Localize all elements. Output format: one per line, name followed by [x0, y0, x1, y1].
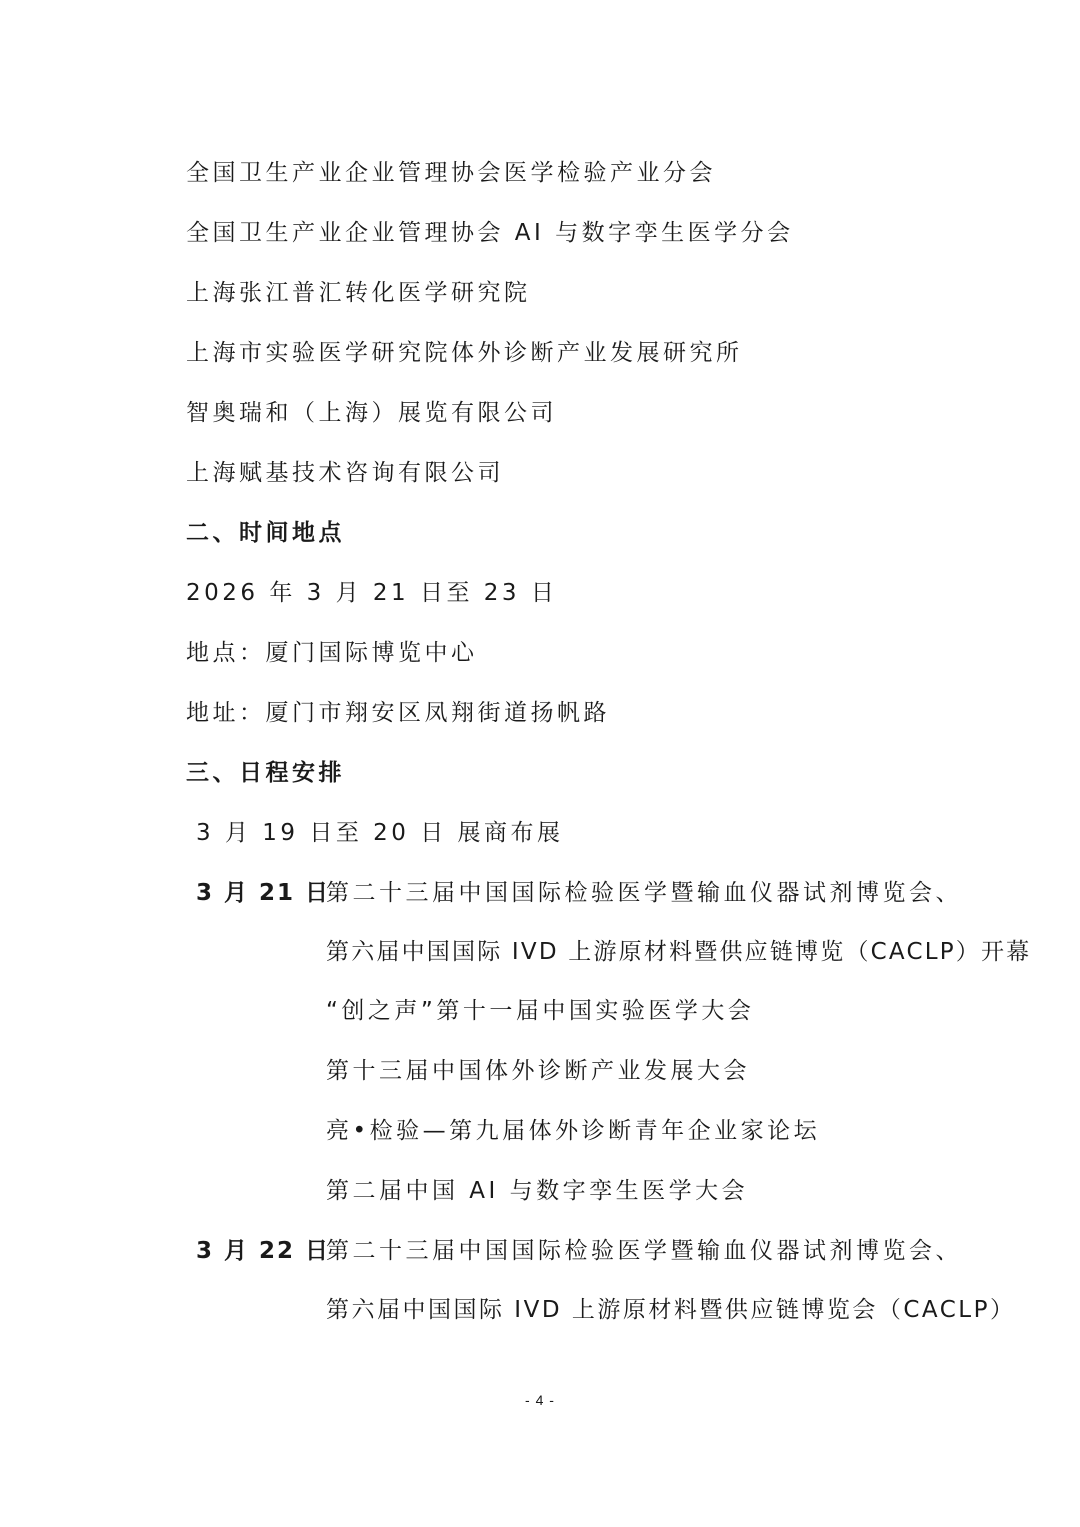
schedule-event-day1-4: 第十三届中国体外诊断产业发展大会	[326, 1058, 750, 1084]
page-number: - 4 -	[525, 1392, 555, 1408]
section-heading-schedule: 三、日程安排	[186, 760, 345, 786]
organizer-line-4: 上海市实验医学研究院体外诊断产业发展研究所	[186, 340, 743, 366]
address-line: 地址：厦门市翔安区凤翔街道扬帆路	[186, 700, 610, 726]
schedule-event-day1-3: “创之声”第十一届中国实验医学大会	[326, 998, 755, 1024]
event-date-range: 2026 年 3 月 21 日至 23 日	[186, 580, 558, 606]
section-heading-time-location: 二、时间地点	[186, 520, 345, 546]
schedule-event-day2-1: 第二十三届中国国际检验医学暨输血仪器试剂博览会、	[326, 1238, 962, 1264]
organizer-line-3: 上海张江普汇转化医学研究院	[186, 280, 531, 306]
schedule-event-day1-5: 亮•检验—第九届体外诊断青年企业家论坛	[326, 1118, 821, 1144]
schedule-setup-line: 3 月 19 日至 20 日 展商布展	[196, 820, 564, 846]
organizer-line-1: 全国卫生产业企业管理协会医学检验产业分会	[186, 160, 716, 186]
schedule-date-day1: 3 月 21 日	[196, 880, 331, 906]
organizer-line-6: 上海赋基技术咨询有限公司	[186, 460, 504, 486]
venue-line: 地点：厦门国际博览中心	[186, 640, 478, 666]
organizer-line-5: 智奥瑞和（上海）展览有限公司	[186, 400, 557, 426]
schedule-event-day1-2: 第六届中国国际 IVD 上游原材料暨供应链博览（CACLP）开幕	[326, 939, 1032, 965]
organizer-line-2: 全国卫生产业企业管理协会 AI 与数字孪生医学分会	[186, 220, 794, 246]
schedule-event-day1-6: 第二届中国 AI 与数字孪生医学大会	[326, 1178, 749, 1204]
schedule-event-day1-1: 第二十三届中国国际检验医学暨输血仪器试剂博览会、	[326, 880, 962, 906]
schedule-event-day2-2: 第六届中国国际 IVD 上游原材料暨供应链博览会（CACLP）	[326, 1297, 1016, 1323]
schedule-date-day2: 3 月 22 日	[196, 1238, 331, 1264]
